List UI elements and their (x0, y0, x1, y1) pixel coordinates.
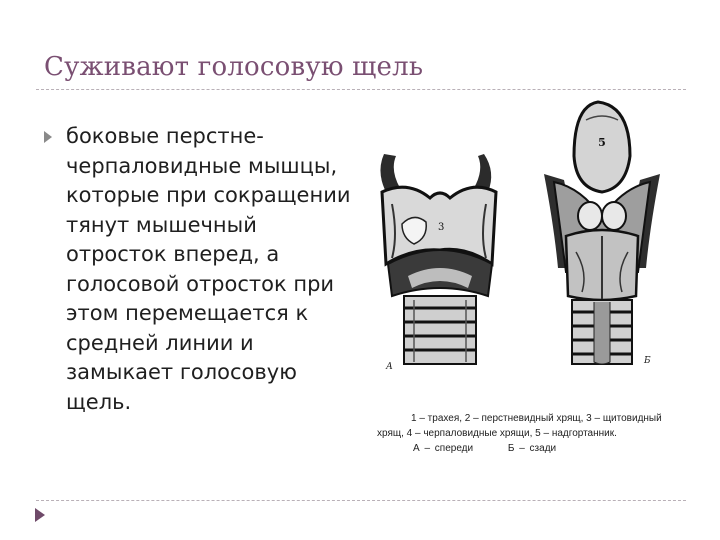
next-slide-arrow-icon[interactable] (35, 508, 45, 522)
fig-number-3: 3 (438, 222, 445, 233)
figure-label-b: Б (644, 356, 651, 366)
figure-label-a: А (386, 362, 393, 372)
fig-number-5: 5 (598, 136, 606, 149)
caption-back: Б – сзади (507, 443, 557, 454)
bullet-text: боковые перстне-черпаловидные мышцы, которые при сокращении тянут мышечный отросток вперед, а голосовой отросток при этом перемещается к средней линии и замыкает голосовую щель. (66, 124, 351, 414)
figure-caption (377, 411, 667, 456)
caption-front: А – спереди (413, 443, 474, 454)
slide-title: Суживают голосовую щель (44, 52, 424, 82)
title-divider (36, 89, 686, 90)
footer-divider (36, 500, 686, 501)
larynx-back-view (544, 102, 660, 364)
larynx-front-view (380, 154, 496, 364)
caption-legend: 1 – трахея, 2 – перстневидный хрящ, 3 – щитовидный хрящ, 4 – черпаловидные хрящи, 5 – надгортанник. (377, 413, 662, 439)
bullet-arrow-icon (44, 131, 52, 143)
larynx-illustration (368, 96, 678, 376)
